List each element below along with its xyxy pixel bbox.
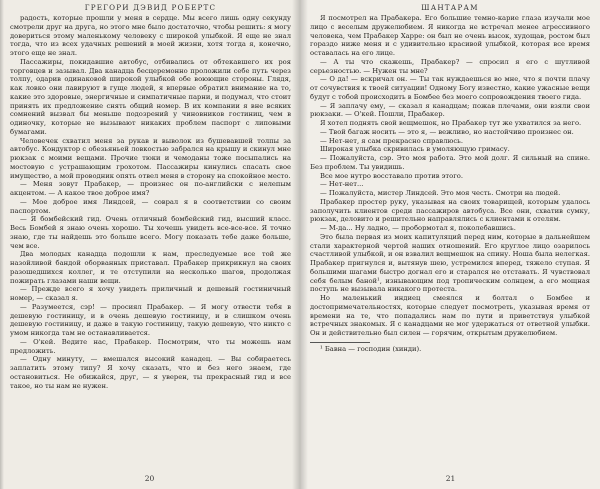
paragraph: — Я заплачу ему, — сказал я канадцам; пожав плечами, они взяли свои рюкзаки. — О'кей. Пошли, Прабакер. (310, 101, 590, 119)
left-page-body (10, 14, 291, 390)
book-gutter-shadow (292, 0, 308, 489)
paragraph: Человечек схватил меня за рукав и выволок из бушевавшей толпы за автобус. Кондуктор с обезьяньей ловкостью забрался на крышу и скинул мне рюкзак с моими вещами. Прочие тюки и чемоданы тоже посыпались на мостовую с устрашающим грохотом. Пассажиры кинулись спасать свое имущество, а мой проводник опять отвел меня в сторону на спокойное место. (10, 136, 291, 180)
footnote: ¹ Бавна — господин (хинди). (320, 344, 422, 353)
paragraph: — Твой багаж носить — это я, — вежливо, но настойчиво произнес он. (320, 127, 574, 136)
paragraph: Это была первая из моих капитуляций перед ним, которые в дальнейшем стали характерной чертой наших отношений. Его круглое лицо озарилось счастливой улыбкой, и он взвалил вещмешок на спину. Ноша была нелегкая. Прабакер пригнулся и, вытянув шею, устремился вперед, тяжело ступая. Я большими шагами быстро догнал его и старался не отставать. Я чувствовал себя белым баной¹, изнывающим под тропическим солнцем, а его мощная поступь не вызывала никакого протеста. (310, 232, 590, 294)
paragraph: — А ты что скажешь, Прабакер? — спросил я его с шутливой серьезностью. — Нужен ты мне? (310, 57, 590, 75)
paragraph: Я хотел поднять свой вещмешок, но Прабакер тут же ухватился за него. (320, 119, 582, 127)
paragraph: Все мое нутро восставало против этого. (320, 171, 463, 180)
paragraph: — Одну минуту, — вмешался высокий канадец. — Вы собираетесь заплатить этому типу? Я хочу сказать, что и без него знаем, где остановиться. Не обижайся, друг, — я уверен, ты прекрасный гид и все такое, но ты нам не нужен. (10, 355, 291, 390)
footnote-divider (310, 342, 370, 343)
paragraph: — Нет-нет... (320, 180, 364, 189)
paragraph: — Разумеется, сэр! — просиял Прабакер. — Я могу отвести тебя в дешевую гостиницу, и в очень дешевую гостиницу, и в слишком очень дешевую гостиницу, и даже в такую гостиницу, такую дешевую, что никто с умом никогда там не останавливается. (10, 302, 291, 337)
right-page-body (310, 14, 590, 354)
paragraph: — Прежде всего я хочу увидеть приличный и дешевый гостиничный номер, — сказал я. (10, 285, 291, 302)
paragraph: Прабакер простер руку, указывая на своих товарищей, которым удалось заполучить клиентов среди пассажиров автобуса. Все они, схватив сумку, рюкзак, деловито и решительно направлялись с клиентами к отелям. (310, 197, 590, 224)
paragraph: Пассажиры, покидавшие автобус, отбивались от обтекавшего их роя торговцев и зазывал. Два канадца бесцеремонно проложили себе путь через толпу, одарив одинаковой широкой улыбкой обе воюющие стороны. Глядя, как ловко они лавируют в гуще людей, я впервые обратил внимание на то, какие это здоровые, энергичные и симпатичные парни, и подумал, что стоит принять их предложение снять общий номер. В их компании я вне всяких сомнений вызвал бы меньше подозрений у чиновников гостиниц, чем в одиночку, которые не вызывают никаких проблем паспорт с липовыми бумагами. (10, 57, 291, 136)
page-edge-shadow (0, 0, 4, 489)
running-header-right: ШАНТАРАМ (421, 3, 479, 12)
paragraph: — О да! — вскричал он. — Ты так нуждаешься во мне, что я почти плачу от сочувствия к твоей ситуации! Одному Богу известно, какие ужасные вещи будут с тобой происходить в Бомбее без моего сопровождения твоего гида. (310, 75, 590, 101)
paragraph: Два молодых канадца подошли к нам, преследуемые все той же назойливой бандой оборванных приставал. Прабакер прикрикнул на своих разошедшихся коллег, и те отступили на несколько шагов, продолжая пожирать глазами наши вещи. (10, 250, 291, 285)
paragraph: Я посмотрел на Прабакера. Его большие темно-карие глаза изучали мое лицо с веселым дружелюбием. Я никогда не встречал менее агрессивного человека, чем Прабакер Харре: он был не очень высок, худощав, ростом был гораздо ниже меня и с удивительно красивой улыбкой, которая все время оставалась на его лице. (310, 14, 590, 57)
running-header-left: ГРЕГОРИ ДЭВИД РОБЕРТС (84, 3, 217, 12)
paragraph: — Нет-нет, я сам прекрасно справлюсь. (320, 136, 463, 145)
paragraph: — Меня зовут Прабакер, — произнес он по-английски с нелепым акцентом. — А какое твое доброе имя? (10, 180, 291, 197)
page-number-left: 20 (144, 474, 155, 483)
paragraph: Широкая улыбка скривилась в умоляющую гримасу. (320, 145, 510, 154)
paragraph: — Я бомбейский гид. Очень отличный бомбейский гид, высший класс. Весь Бомбей я знаю очень хорошо. Ты хочешь увидеть все-все-все. Я точно знаю, где ты найдешь это больше всего. Могу показать тебе даже больше, чем все. (10, 215, 291, 250)
paragraph: — Пожалуйста, мистер Линдсей. Это моя честь. Смотри на людей. (320, 189, 561, 197)
paragraph: Но маленький индиец смеялся и болтал о Бомбее и достопримечательностях, которые следует посмотреть, указывая время от времени на те, что попадались нам по пути и приветствуя улыбкой встречных знакомых. Я с канадцами не мог удержаться от ответной улыбки. Он и действительно был силен — горячим, открытым дружелюбием. (310, 294, 590, 337)
paragraph: радость, которые прошли у меня в сердце. Мы всего лишь одну секунду смотрели друг на друга, но этого мне было достаточно, чтобы решить: я могу довериться этому маленькому человеку с широкой улыбкой. Я еще не знал тогда, что из всех удачных решений в моей жизни, хотя тогда я, конечно, этого еще не знал. (10, 14, 291, 57)
paragraph: — О'кей. Ведите нас, Прабакер. Посмотрим, что ты можешь нам предложить. (10, 337, 291, 355)
paragraph: — Пожалуйста, сэр. Это моя работа. Это мой долг. Я сильный на спине. Без проблем. Ты увидишь. (310, 154, 590, 171)
right-page (301, 0, 600, 489)
page-number-right: 21 (445, 474, 456, 483)
left-page (0, 0, 299, 489)
paragraph: — М-да... Ну ладно, — пробормотал я, поколебавшись. (320, 224, 516, 232)
paragraph: — Мое доброе имя Линдсей, — соврал я в соответствии со своим паспортом. (10, 197, 291, 215)
